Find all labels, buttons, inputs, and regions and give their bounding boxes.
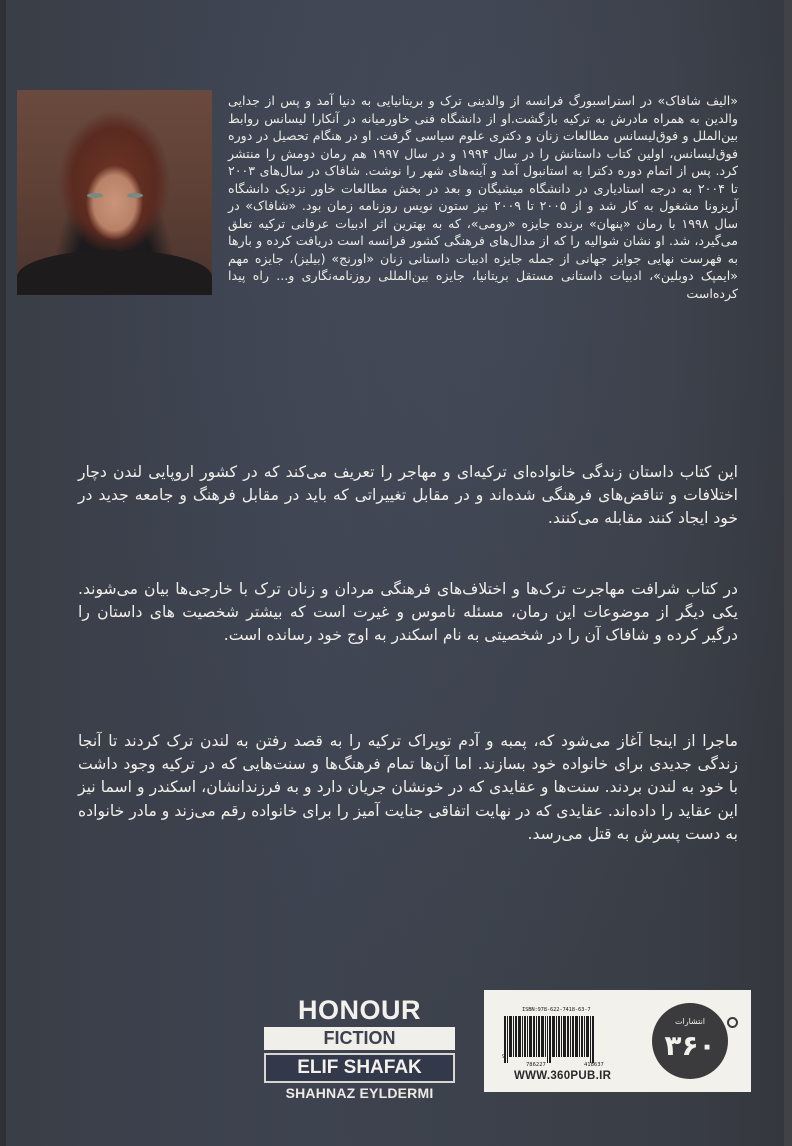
translator-name: SHAHNAZ EYLDERMI bbox=[285, 1085, 434, 1101]
isbn-text: ISBN:978-622-7418-63-7 bbox=[522, 1007, 591, 1013]
author-name: ELIF SHAFAK bbox=[264, 1053, 455, 1083]
publisher-logo-number: ۳۶۰ bbox=[664, 1029, 716, 1062]
synopsis-paragraph-1: این کتاب داستان زندگی خانواده‌ای ترکیه‌ای و مهاجر را تعریف می‌کند که در کشور اروپایی لندن دچار اختلافات و تناقض‌های فرهنگی شده‌اند و در مقابل تغییراتی که باید در مقابل فرهنگ و جامعه جدید در خود ایجاد کنند مقابله می‌کنند. bbox=[78, 463, 738, 528]
photo-eye-left bbox=[87, 193, 103, 198]
photo-eye-right bbox=[127, 193, 143, 198]
photo-shoulders bbox=[17, 250, 212, 295]
barcode-icon bbox=[504, 1016, 638, 1061]
book-title: HONOUR bbox=[298, 995, 421, 1025]
author-photo bbox=[17, 90, 212, 295]
publisher-logo-icon bbox=[652, 1003, 728, 1079]
degree-circle-icon bbox=[727, 1017, 738, 1028]
book-title-block bbox=[262, 995, 457, 1101]
synopsis-paragraph-2: در کتاب شرافت مهاجرت ترک‌ها و اختلاف‌های فرهنگی مردان و زنان ترک با خارجی‌ها بیان می‌شوند. یکی دیگر از موضوعات این رمان، مسئله ناموس و غیرت است که بیشتر شخصیت های داستان را درگیر کرده و شافاک آن را در شخصیتی به نام اسکندر به اوج خود رسانده است. bbox=[78, 580, 738, 645]
cover-right-edge bbox=[784, 0, 792, 1146]
barcode-group-2: 418637 bbox=[584, 1062, 604, 1068]
synopsis-paragraph-3: ماجرا از اینجا آغاز می‌شود که، پمبه و آدم توپراک ترکیه را به قصد رفتن به لندن ترک کردند تا آنجا زندگی جدیدی برای خانواده خود بسازند. اما آن‌ها تمام فرهنگ‌ها و سنت‌هایی که در ترکیه وجود داشت با خود به لندن بردند. سنت‌ها و عقایدی که در خونشان جریان دارد و به فرزندانشان، اسکندر و اسما نیز این عقاید را داده‌اند. عقایدی که در نهایت اتفاقی جنایت آمیز را برای خانواده رقم می‌زند و مادر خانواده به دست پسرش به قتل می‌رسد. bbox=[78, 732, 738, 843]
publisher-website: WWW.360PUB.IR bbox=[514, 1070, 612, 1082]
barcode-lead-digit: 9 bbox=[502, 1054, 506, 1060]
author-bio: «الیف شافاک» در استراسبورگ فرانسه از والدینی ترک و بریتانیایی به دنیا آمد و پس از جدایی والدین به همراه مادرش به ترکیه بازگشت.او از دانشگاه فنی خاورمیانه در آنکارا لیسانس روابط بین‌الملل و فوق‌لیسانس مطالعات زنان و دکتری علوم سیاسی گرفت. او در هنگام تحصیل در دوره فوق‌لیسانس، اولین کتاب داستانش را در سال ۱۹۹۴ و در سال ۱۹۹۷ هم رمان دومش را منتشر کرد. پس از اتمام دوره دکترا به استانبول آمد و آینه‌های شهر را نوشت. شافاک در سال‌های ۲۰۰۳ تا ۲۰۰۴ به درجه استادیاری در دانشگاه میشیگان و بعد در بخش مطالعات خاور نزدیک دانشگاه آریزونا مشغول به کار شد و از ۲۰۰۵ تا ۲۰۰۹ نیز ستون نویس روزنامه زمان بود. «شافاک» در سال ۱۹۹۸ با رمان «پنهان» برنده جایزه «رومی»، که به بهترین اثر ادبیات عرفانی ترکیه تعلق می‌گیرد، شد. او نشان شوالیه را که از مدال‌های فرهنگی کشور فرانسه است دریافت کرده و بارها به فهرست نهایی جوایز جهانی از جمله جایزه ادبیات داستانی زنان «اورنج» (بیلیز)، جایزه مهم «ایمپک دوبلین»، ادبیات داستانی مستقل بریتانیا، جایزه بین‌المللی روزنامه‌نگاری و... راه پیدا کرده‌است bbox=[228, 93, 739, 301]
barcode-panel bbox=[484, 990, 751, 1092]
barcode-group-1: 786227 bbox=[526, 1062, 546, 1068]
genre-label: FICTION bbox=[264, 1027, 455, 1050]
cover-left-edge bbox=[0, 0, 6, 1146]
publisher-logo-label: انتشارات bbox=[674, 1017, 706, 1026]
